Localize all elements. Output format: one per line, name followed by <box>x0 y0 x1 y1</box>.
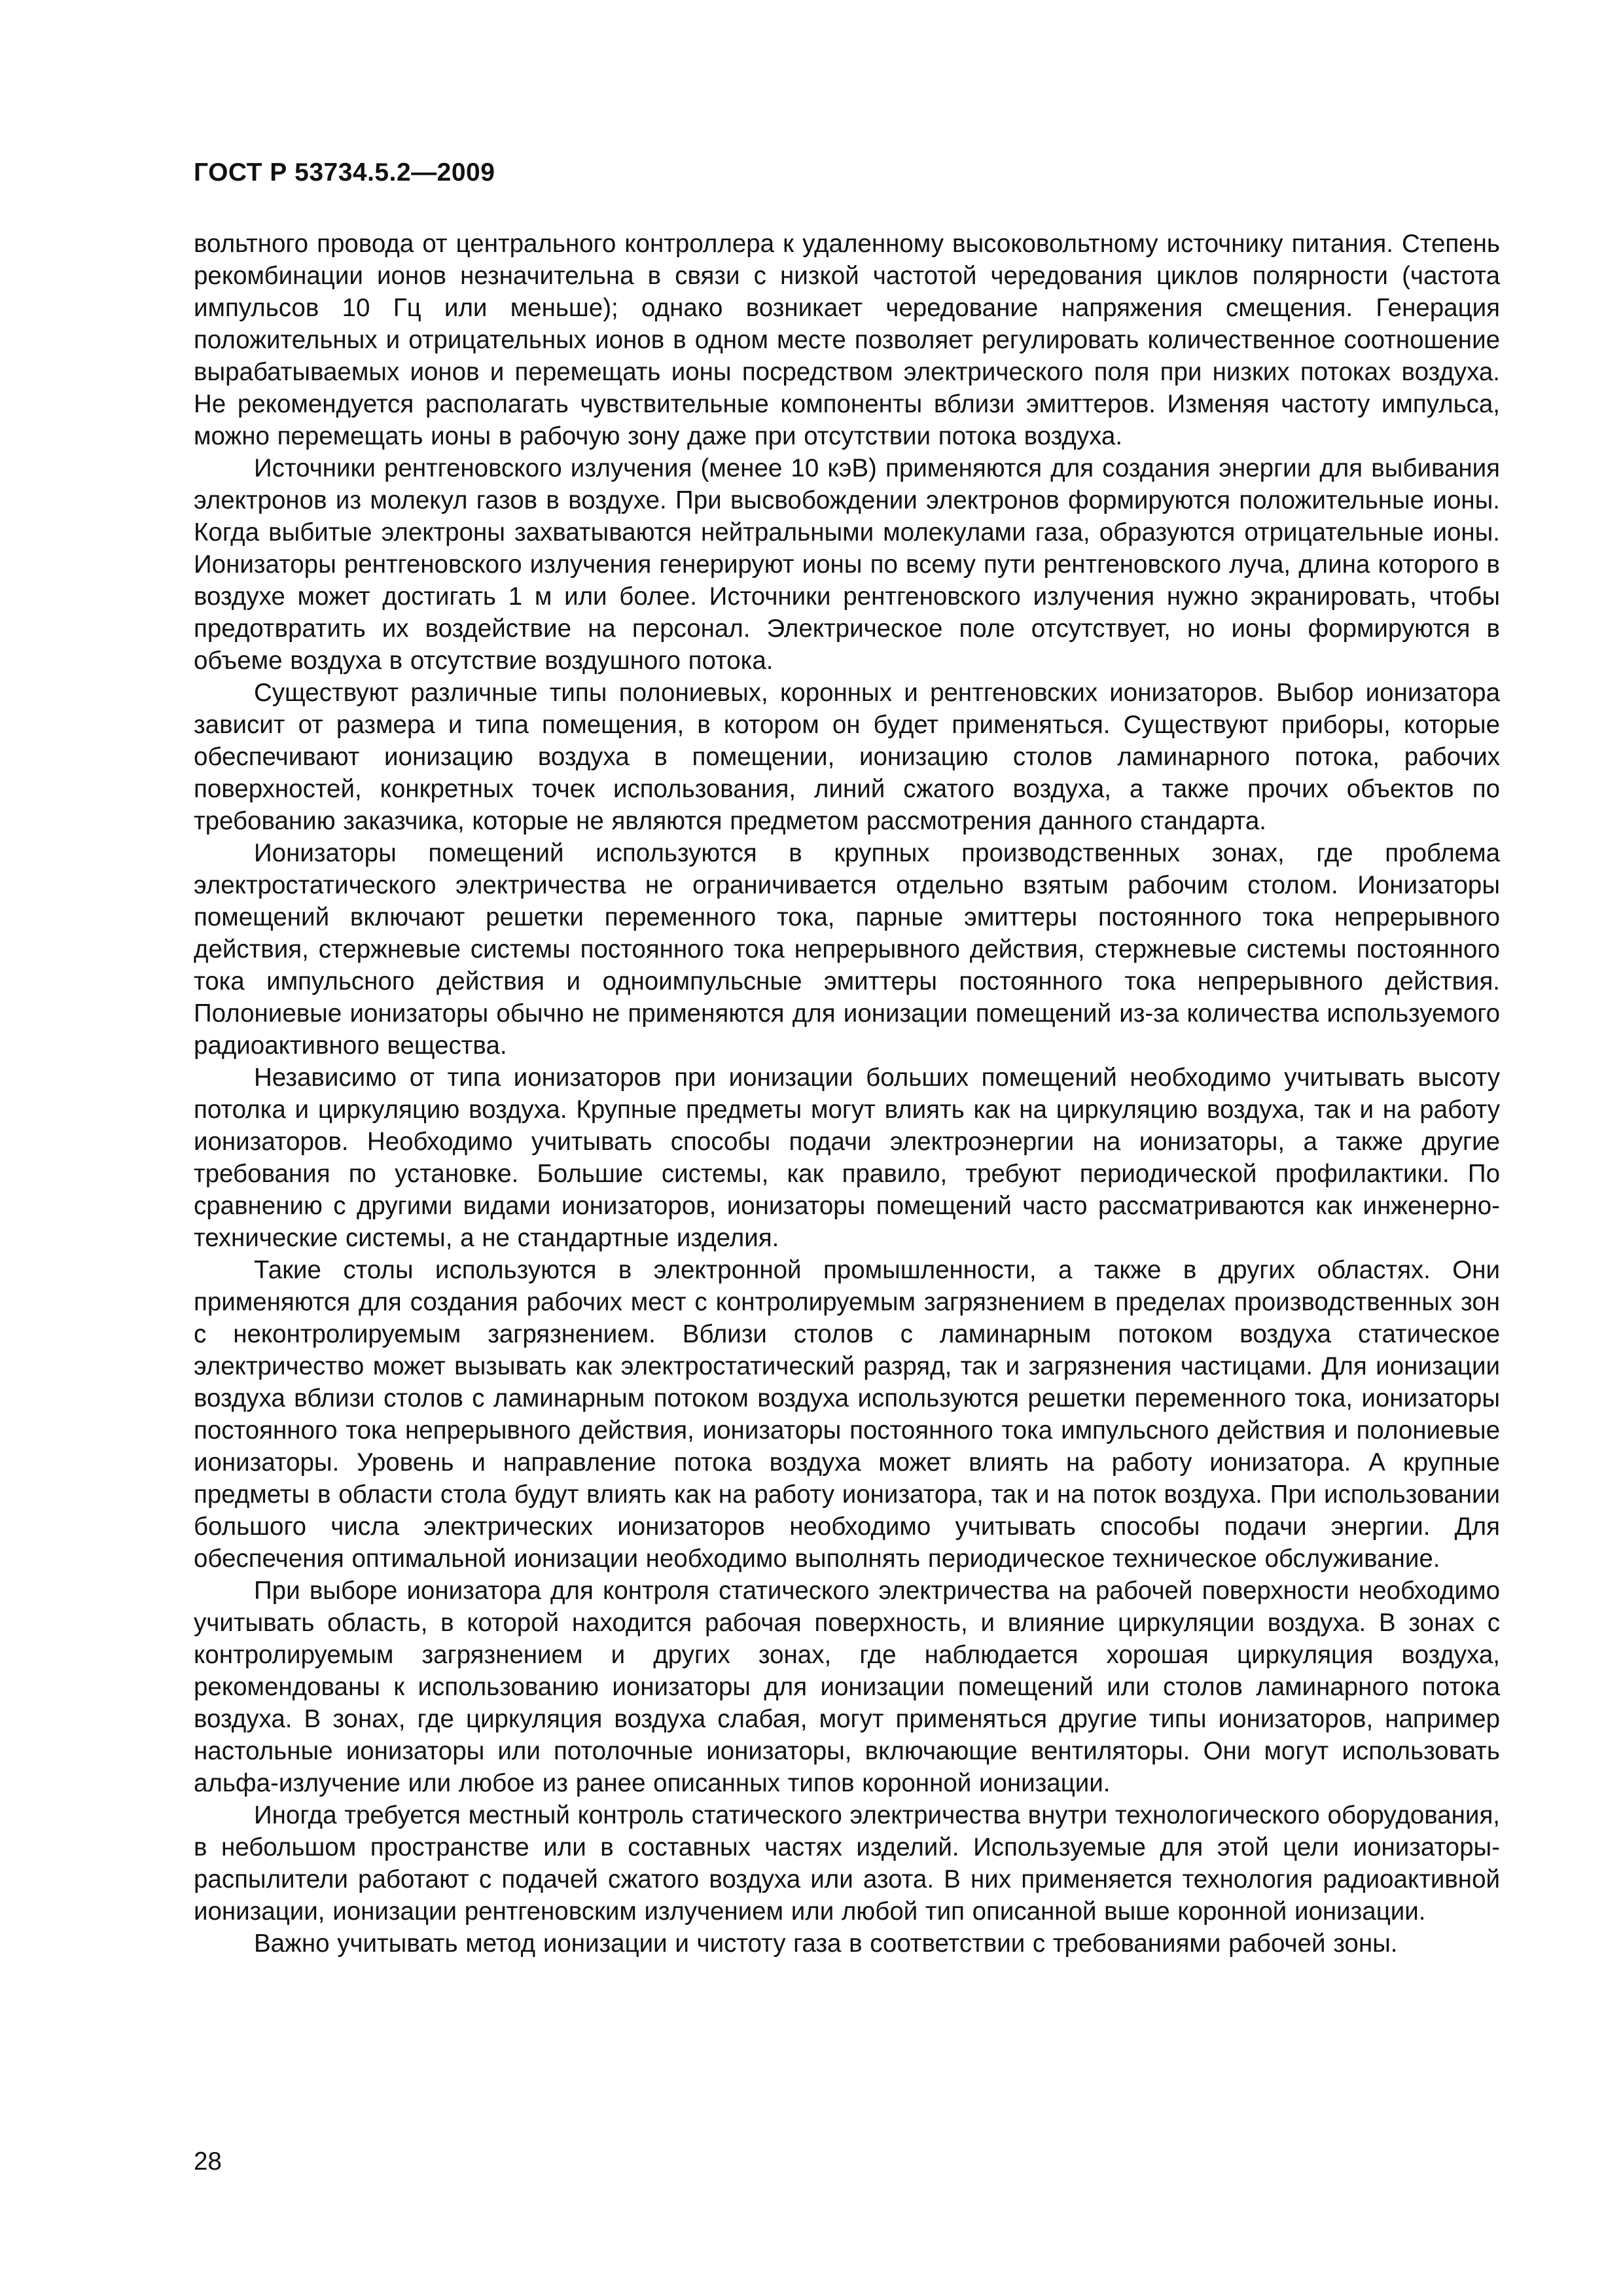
body-paragraph: Источники рентгеновского излучения (менее 10 кэВ) применяются для создания энергии для выбивания электронов из молекул газов в воздухе. При высвобождении электронов формируются положительные ионы. Когда выбитые электроны захватываются нейтральными молекулами газа, образуются отрицательные ионы. Ионизаторы рентгеновского излучения генерируют ионы по всему пути рентгеновского луча, длина которого в воздухе может достигать 1 м или более. Источники рентгеновского излучения нужно экранировать, чтобы предотвратить их воздействие на персонал. Электрическое поле отсутствует, но ионы формируются в объеме воздуха в отсутствие воздушного потока. <box>194 454 1500 675</box>
body-paragraph: Независимо от типа ионизаторов при ионизации больших помещений необходимо учитывать высоту потолка и циркуляцию воздуха. Крупные предметы могут влиять как на циркуляцию воздуха, так и на работу ионизаторов. Необходимо учитывать способы подачи электроэнергии на ионизаторы, а также другие требования по установке. Большие системы, как правило, требуют периодической профилактики. По сравнению с другими видами ионизаторов, ионизаторы помещений часто рассматриваются как инженерно-технические системы, а не стандартные изделия. <box>194 1064 1500 1252</box>
body-paragraph: Существуют различные типы полониевых, коронных и рентгеновских ионизаторов. Выбор ионизатора зависит от размера и типа помещения, в котором он будет применяться. Существуют приборы, которые обеспечивают ионизацию воздуха в помещении, ионизацию столов ламинарного потока, рабочих поверхностей, конкретных точек использования, линий сжатого воздуха, а также прочих объектов по требованию заказчика, которые не являются предметом рассмотрения данного стандарта. <box>194 679 1500 835</box>
body-paragraph: вольтного провода от центрального контроллера к удаленному высоковольтному источнику питания. Степень рекомбинации ионов незначительна в связи с низкой частотой чередования циклов полярности (частота импульсов 10 Гц или меньше); однако возникает чередование напряжения смещения. Генерация положительных и отрицательных ионов в одном месте позволяет регулировать количественное соотношение вырабатываемых ионов и перемещать ионы посредством электрического поля при низких потоках воздуха. Не рекомендуется располагать чувствительные компоненты вблизи эмиттеров. Изменяя частоту импульса, можно перемещать ионы в рабочую зону даже при отсутствии потока воздуха. <box>194 230 1500 450</box>
body-paragraph: При выборе ионизатора для контроля статического электричества на рабочей поверхности необходимо учитывать область, в которой находится рабочая поверхность, и влияние циркуляции воздуха. В зонах с контролируемым загрязнением и других зонах, где наблюдается хорошая циркуляция воздуха, рекомендованы к использованию ионизаторы для ионизации помещений или столов ламинарного потока воздуха. В зонах, где циркуляция воздуха слабая, могут применяться другие типы ионизаторов, например настольные ионизаторы или потолочные ионизаторы, включающие вентиляторы. Они могут использовать альфа-излучение или любое из ранее описанных типов коронной ионизации. <box>194 1577 1500 1797</box>
body-paragraph: Ионизаторы помещений используются в крупных производственных зонах, где проблема электростатического электричества не ограничивается отдельно взятым рабочим столом. Ионизаторы помещений включают решетки переменного тока, парные эмиттеры постоянного тока непрерывного действия, стержневые системы постоянного тока непрерывного действия, стержневые системы постоянного тока импульсного действия и одноимпульсные эмиттеры постоянного тока непрерывного действия. Полониевые ионизаторы обычно не применяются для ионизации помещений из-за количества используемого радиоактивного вещества. <box>194 839 1500 1060</box>
document-number: ГОСТ Р 53734.5.2—2009 <box>194 158 495 187</box>
body-paragraph: Такие столы используются в электронной промышленности, а также в других областях. Они применяются для создания рабочих мест с контролируемым загрязнением в пределах производственных зон с неконтролируемым загрязнением. Вблизи столов с ламинарным потоком воздуха статическое электричество может вызывать как электростатический разряд, так и загрязнения частицами. Для ионизации воздуха вблизи столов с ламинарным потоком воздуха используются решетки переменного тока, ионизаторы постоянного тока непрерывного действия, ионизаторы постоянного тока импульсного действия и полониевые ионизаторы. Уровень и направление потока воздуха может влиять на работу ионизатора. А крупные предметы в области стола будут влиять как на работу ионизатора, так и на поток воздуха. При использовании большого числа электрических ионизаторов необходимо учитывать способы подачи энергии. Для обеспечения оптимальной ионизации необходимо выполнять периодическое техническое обслуживание. <box>194 1256 1500 1573</box>
body-paragraph: Важно учитывать метод ионизации и чистоту газа в соответствии с требованиями рабочей зоны. <box>254 1929 1398 1958</box>
body-text <box>194 228 1500 1960</box>
page-content <box>194 158 1500 1960</box>
page-number: 28 <box>194 2147 222 2176</box>
body-paragraph: Иногда требуется местный контроль статического электричества внутри технологического оборудования, в небольшом пространстве или в составных частях изделий. Используемые для этой цели ионизаторы-распылители работают с подачей сжатого воздуха или азота. В них применяется технология радиоактивной ионизации, ионизации рентгеновским излучением или любой тип описанной выше коронной ионизации. <box>194 1801 1500 1926</box>
